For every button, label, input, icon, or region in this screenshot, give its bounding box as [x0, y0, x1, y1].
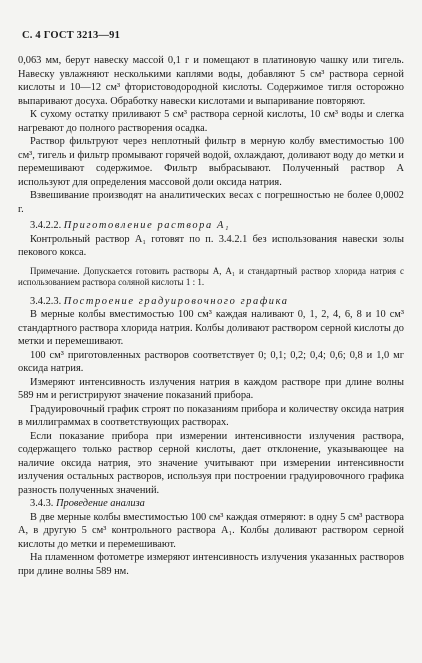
section-number: 3.4.2.2.: [30, 220, 62, 231]
paragraph: Взвешивание производят на аналитических весах с погрешностью не более 0,0002 г.: [18, 190, 404, 215]
paragraph: Градуировочный график строят по показаниям прибора и количеству оксида натрия в миллиграммах в соответствующих растворах.: [18, 403, 404, 429]
running-header: С. 4 ГОСТ 3213—91: [22, 30, 121, 41]
paragraph: Раствор фильтруют через неплотный фильтр в мерную колбу вместимостью 100 см³, тигель и фильтр промывают горячей водой, охлаждают, доливают воду до метки и перемешивают содержимое. Фильтр выбрасывают. Полученный раствор А используют для определения массовой доли оксида натрия.: [18, 136, 404, 188]
paragraph: Контрольный раствор А₁ готовят по п. 3.4.2.1 без использования навески золы пекового кокса.: [18, 233, 404, 258]
paragraph: Если показание прибора при измерении интенсивности излучения раствора, содержащего только раствор серной кислоты, дает отклонение, указывающее на наличие оксида натрия, это значение учитывают при измерении интенсивности излучения остальных растворов, используя при построении градуировочного графика разность полученных значений.: [18, 430, 404, 496]
section-title: Построение градуировочного графика: [63, 295, 289, 307]
paragraph: В мерные колбы вместимостью 100 см³ каждая наливают 0, 1, 2, 4, 6, 8 и 10 см³ стандартного раствора хлорида натрия. Колбы доливают раствором серной кислоты до метки и перемешивают.: [18, 309, 404, 348]
section-heading-3422: [18, 219, 404, 233]
paragraph: 0,063 мм, берут навеску массой 0,1 г и помещают в платиновую чашку или тигель. Навеску увлажняют несколькими каплями воды, добавляют 5 см³ раствора серной кислоты и 10—12 см³ фтористоводородной кислоты. Содержимое тигля осторожно выпаривают досуха. Обработку навески кислотами и выпаривание повторяют.: [18, 55, 404, 107]
section-title: Проведение анализа: [56, 498, 145, 510]
section-heading-3423: [18, 295, 404, 309]
paragraph: К сухому остатку приливают 5 см³ раствора серной кислоты, 10 см³ воды и слегка нагревают до полного растворения осадка.: [18, 109, 404, 134]
section-title: Приготовление раствора А₁: [63, 220, 231, 231]
section-number: 3.4.2.3.: [30, 295, 62, 307]
section-heading-343: [18, 497, 404, 511]
note: Примечание. Допускается готовить растворы А, А₁ и стандартный раствор хлорида натрия с использованием раствора соляной кислоты 1 : 1.: [18, 265, 404, 288]
section-number: 3.4.3.: [30, 498, 54, 510]
paragraph: 100 см³ приготовленных растворов соответствует 0; 0,1; 0,2; 0,4; 0,6; 0,8 и 1,0 мг оксида натрия.: [18, 349, 404, 375]
paragraph: В две мерные колбы вместимостью 100 см³ каждая отмеряют: в одну 5 см³ раствора А, в другую 5 см³ контрольного раствора А₁. Колбы доливают раствором серной кислоты до метки и перемешивают.: [18, 511, 404, 550]
paragraph: Измеряют интенсивность излучения натрия в каждом растворе при длине волны 589 нм и регистрируют значение показаний прибора.: [18, 376, 404, 402]
paragraph: На пламенном фотометре измеряют интенсивность излучения указанных растворов при длине волны 589 нм.: [18, 552, 404, 577]
document-body: [18, 54, 404, 578]
